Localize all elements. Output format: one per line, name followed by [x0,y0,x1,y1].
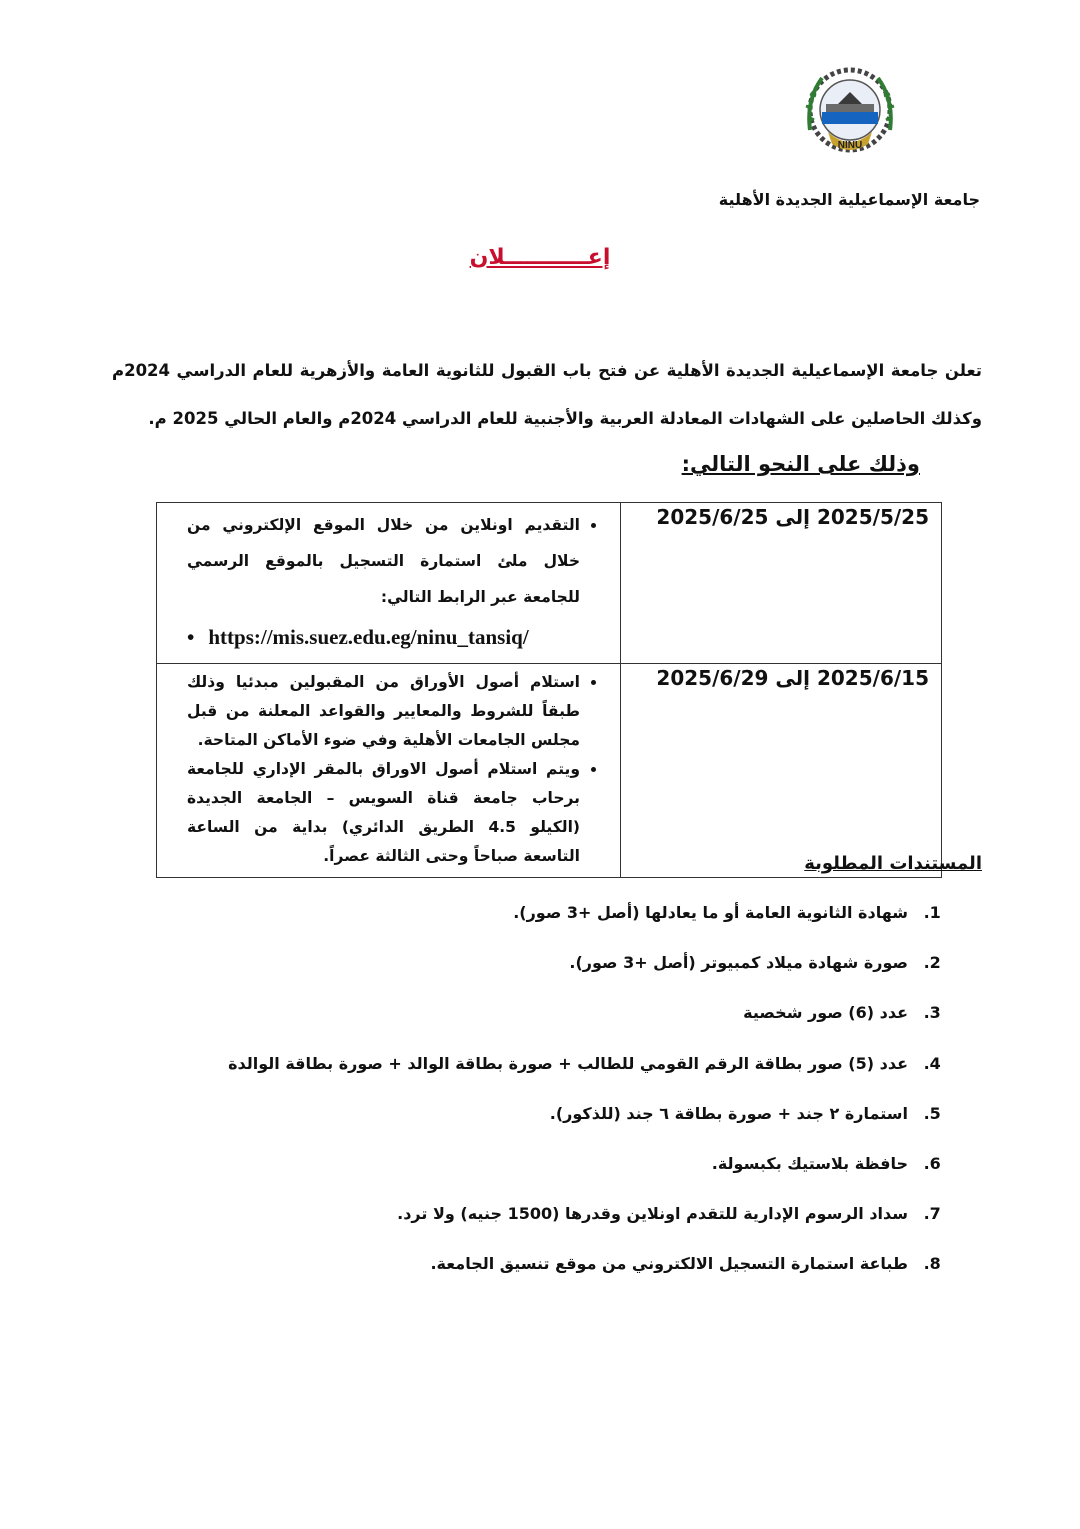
schedule-item: • التقديم اونلاين من خلال الموقع الإلكتروني من خلال ملئ استمارة التسجيل بالموقع الرسمي للجامعة عبر الرابط التالي: [187,507,580,615]
university-name: جامعة الإسماعيلية الجديدة الأهلية [718,190,980,209]
schedule-table [156,502,942,878]
university-logo [800,60,900,170]
document-item: 6. حافظة بلاستيك بكبسولة. [98,1139,918,1189]
document-item: 7. سداد الرسوم الإدارية للتقدم اونلاين وقدرها (1500 جنيه) ولا ترد. [98,1189,918,1239]
schedule-details [157,664,621,878]
registration-link[interactable]: • https://mis.suez.edu.eg/ninu_tansiq/ [187,617,580,657]
schedule-heading: وذلك على النحو التالي: [681,452,920,476]
documents-list [98,888,950,1290]
schedule-date: 2025/6/15 إلى 2025/6/29 [621,664,942,878]
schedule-details [157,503,621,664]
schedule-item: • ويتم استلام أصول الاوراق بالمقر الإداري للجامعة برحاب جامعة قناة السويس – الجامعة الجديدة (الكيلو 4.5 الطريق الدائري) بداية من الساعة التاسعة صباحاً وحتى الثالثة عصراً. [187,755,580,871]
schedule-row-documents [157,664,942,878]
announcement-title: إعـــــــــــلان [469,245,611,270]
document-item: 4. عدد (5) صور بطاقة الرقم القومي للطالب + صورة بطاقة الوالد + صورة بطاقة الوالدة [98,1039,918,1089]
document-item: 2. صورة شهادة ميلاد كمبيوتر (أصل +3 صور). [98,938,918,988]
schedule-date: 2025/5/25 إلى 2025/6/25 [621,503,942,664]
schedule-item: • استلام أصول الأوراق من المقبولين مبدئيا وذلك طبقاً للشروط والمعايير والقواعد المعلنة من قبل مجلس الجامعات الأهلية وفي ضوء الأماكن المتاحة. [187,668,580,755]
document-item: 5. استمارة ٢ جند + صورة بطاقة ٦ جند (للذكور). [98,1089,918,1139]
document-item: 3. عدد (6) صور شخصية [98,988,918,1038]
document-item: 8. طباعة استمارة التسجيل الالكتروني من موقع تنسيق الجامعة. [98,1239,918,1289]
announcement-intro: تعلن جامعة الإسماعيلية الجديدة الأهلية عن فتح باب القبول للثانوية العامة والأزهرية للعام الدراسي 2024م وكذلك الحاصلين على الشهادات المعادلة العربية والأجنبية للعام الدراسي 2024م والعام الحالي 2025 م. [112,360,982,428]
document-item: 1. شهادة الثانوية العامة أو ما يعادلها (أصل +3 صور). [98,888,918,938]
documents-heading: المستندات المطلوبة [804,853,982,874]
logo-text: NINU [837,140,863,151]
schedule-row-online [157,503,942,664]
